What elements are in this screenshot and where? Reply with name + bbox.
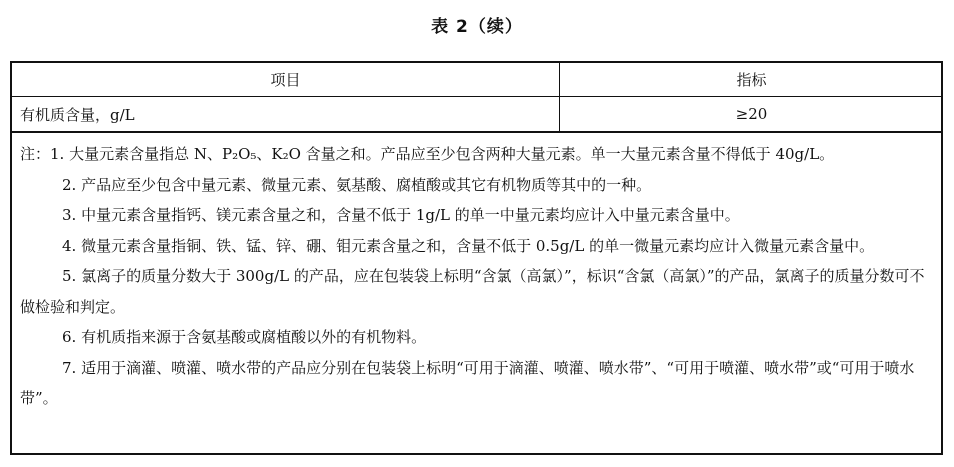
table-caption: 表 2（续） <box>431 17 523 37</box>
note-6: 6. 有机质指来源于含氨基酸或腐植酸以外的有机物料。 <box>62 328 427 346</box>
note-7: 7. 适用于滴灌、喷灌、喷水带的产品应分别在包装袋上标明“可用于滴灌、喷灌、喷水带”、“可用于喷灌、喷水带”或“可用于喷水带”。 <box>20 358 915 407</box>
notes-section <box>20 139 935 414</box>
header-indicator: 指标 <box>736 71 767 89</box>
note-1: 注：1. 大量元素含量指总 N、P₂O₅、K₂O 含量之和。产品应至少包含两种大量元素。单一大量元素含量不得低于 40g/L。 <box>20 145 835 163</box>
spec-table <box>10 61 943 455</box>
note-4: 4. 微量元素含量指铜、铁、锰、锌、硼、钼元素含量之和，含量不低于 0.5g/L 的单一微量元素均应计入微量元素含量中。 <box>62 236 875 255</box>
note-3: 3. 中量元素含量指钙、镁元素含量之和，含量不低于 1g/L 的单一中量元素均应计入中量元素含量中。 <box>62 206 740 224</box>
row-value-organic-matter: ≥20 <box>735 105 768 123</box>
table-row <box>12 97 941 133</box>
note-2: 2. 产品应至少包含中量元素、微量元素、氨基酸、腐植酸或其它有机物质等其中的一种。 <box>62 175 652 194</box>
table-header-row <box>12 63 941 97</box>
note-5: 5. 氯离子的质量分数大于 300g/L 的产品，应在包装袋上标明“含氯（高氯）”，标识“含氯（高氯）”的产品，氯离子的质量分数可不做检验和判定。 <box>20 267 925 316</box>
header-item: 项目 <box>270 71 301 89</box>
row-item-organic-matter: 有机质含量，g/L <box>20 105 135 124</box>
column-divider <box>559 63 560 133</box>
